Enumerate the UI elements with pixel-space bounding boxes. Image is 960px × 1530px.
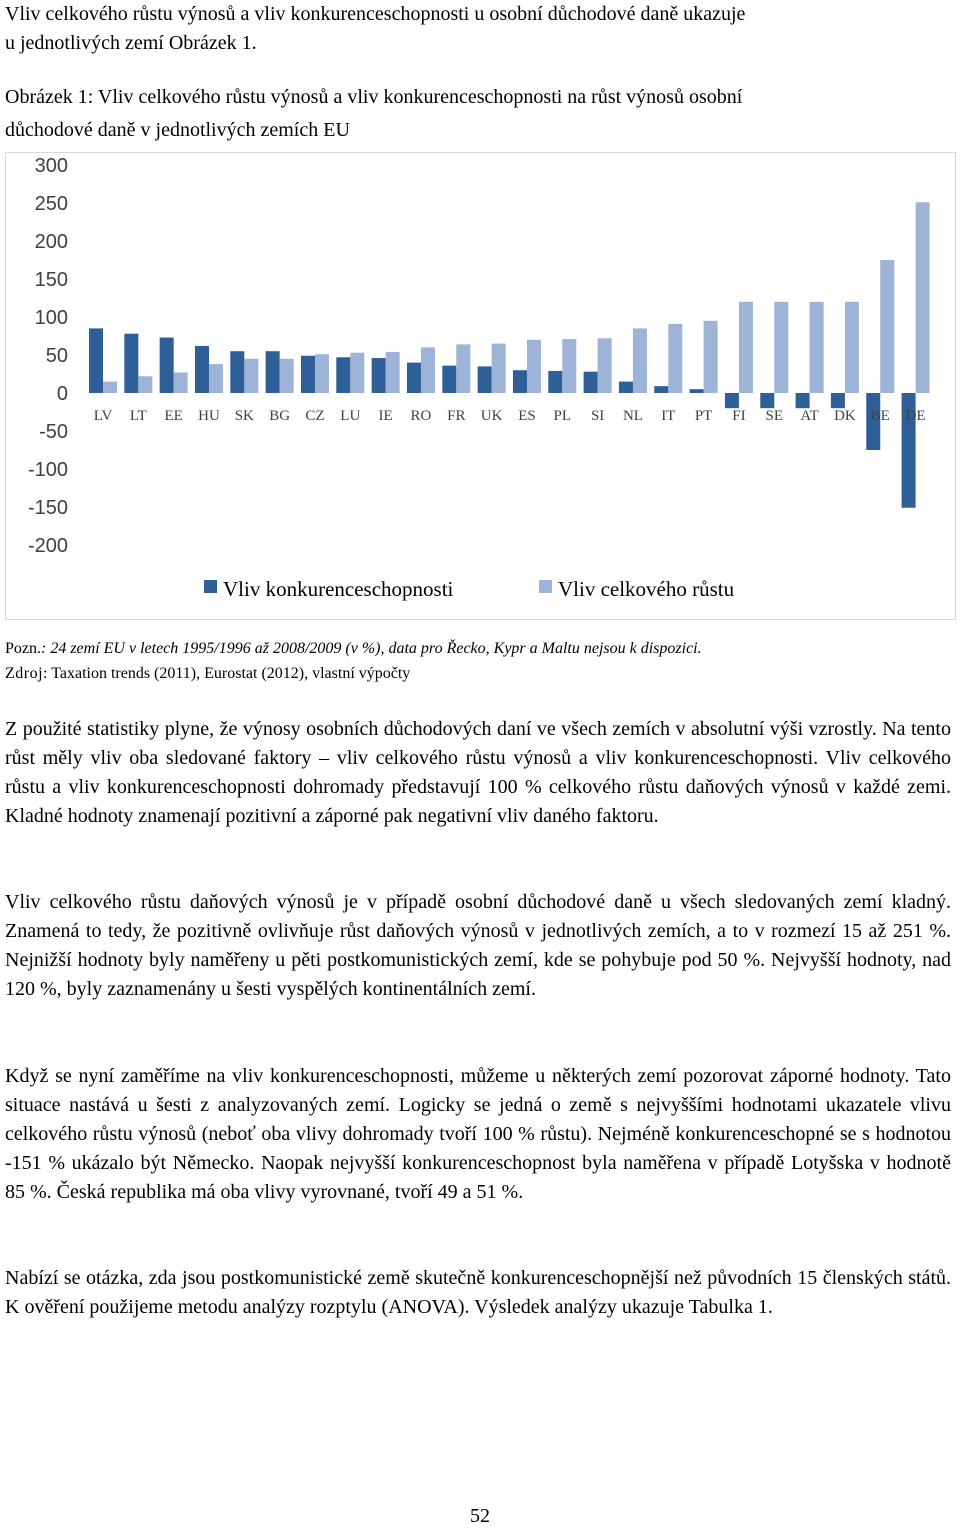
bar-competitiveness xyxy=(124,334,138,393)
x-tick-label: FI xyxy=(732,408,746,424)
bar-competitiveness xyxy=(831,393,845,408)
y-tick-label: -150 xyxy=(27,497,68,519)
bar-competitiveness xyxy=(301,356,315,393)
bar-overall-growth xyxy=(704,321,718,393)
bar-competitiveness xyxy=(478,366,492,393)
figure-title xyxy=(5,81,951,147)
bar-overall-growth xyxy=(845,302,859,393)
x-tick-label: ES xyxy=(518,408,536,424)
bar-overall-growth xyxy=(280,359,294,393)
legend-overall-growth-label: Vliv celkového růstu xyxy=(558,577,735,601)
figure-title-line-2: důchodové daně v jednotlivých zemích EU xyxy=(5,119,350,141)
x-tick-label: IE xyxy=(378,408,393,424)
x-tick-label: DK xyxy=(834,408,856,424)
y-tick-label: 150 xyxy=(34,269,68,291)
x-tick-label: EE xyxy=(164,408,183,424)
paragraph-1: Z použité statistiky plyne, že výnosy osobních důchodových daní ve všech zemích v absolutní výši vzrostly. Na tento růst měly vliv oba sledované faktory – vliv celkového růstu výnosů a vliv konkurenceschopnosti. Vliv celkového růstu a vliv konkurenceschopnosti dohromady představují 100 % celkového růstu daňových výnosů v každé zemi. Kladné hodnoty znamenají pozitivní a záporné pak negativní vliv daného faktoru. xyxy=(5,718,951,827)
bar-competitiveness xyxy=(513,370,527,393)
x-tick-label: CZ xyxy=(305,408,325,424)
x-tick-label: NL xyxy=(622,408,643,424)
bar-competitiveness xyxy=(690,389,704,393)
figure-source xyxy=(5,662,951,686)
bar-competitiveness xyxy=(230,351,244,393)
bar-overall-growth xyxy=(774,302,788,393)
bar-competitiveness xyxy=(442,366,456,393)
bar-chart xyxy=(6,153,955,619)
y-tick-label: 250 xyxy=(34,193,68,215)
paragraph-3: Když se nyní zaměříme na vliv konkurenceschopnosti, můžeme u některých zemí pozorovat záporné hodnoty. Tato situace nastává u šesti z analyzovaných zemí. Logicky se jedná o země s nejvyššími hodnotami ukazatele vlivu celkového růstu výnosů (neboť oba vlivy dohromady tvoří 100 % růstu). Nejméně konkurenceschopné se s hodnotou -151 % ukázalo být Německo. Naopak nejvyšší konkurenceschopnost byla naměřena v případě Lotyšska v hodnotě 85 %. Česká republika má oba vlivy vyrovnané, tvoří 49 a 51 %. xyxy=(5,1065,951,1203)
intro-line-2: u jednotlivých zemí Obrázek 1. xyxy=(5,32,257,54)
bar-overall-growth xyxy=(810,302,824,393)
bar-overall-growth xyxy=(562,339,576,393)
bar-competitiveness xyxy=(584,372,598,393)
bar-overall-growth xyxy=(386,352,400,393)
bar-competitiveness xyxy=(195,346,209,393)
bar-competitiveness xyxy=(760,393,774,408)
x-tick-label: HU xyxy=(198,408,220,424)
y-tick-label: -200 xyxy=(27,535,68,557)
x-tick-label: PL xyxy=(553,408,572,424)
x-tick-label: PT xyxy=(694,408,713,424)
bar-overall-growth xyxy=(315,354,329,393)
legend-competitiveness-label: Vliv konkurenceschopnosti xyxy=(223,577,454,601)
bar-competitiveness xyxy=(548,371,562,393)
x-tick-label: AT xyxy=(800,408,819,424)
bar-overall-growth xyxy=(209,364,223,393)
bar-competitiveness xyxy=(372,358,386,393)
source-prefix: Zdroj xyxy=(5,665,44,682)
bar-overall-growth xyxy=(174,372,188,393)
figure-title-line-1: Vliv celkového růstu výnosů a vliv konkurenceschopnosti na růst výnosů osobní xyxy=(93,86,743,108)
bar-overall-growth xyxy=(916,202,930,393)
figure-note xyxy=(5,637,951,661)
note-prefix: Pozn. xyxy=(5,640,41,657)
chart-frame xyxy=(5,152,956,620)
bar-overall-growth xyxy=(668,324,682,393)
intro-text xyxy=(5,0,951,58)
bar-competitiveness xyxy=(160,338,174,393)
y-tick-label: -100 xyxy=(27,459,68,481)
bar-competitiveness xyxy=(266,351,280,393)
bar-overall-growth xyxy=(880,260,894,393)
y-tick-label: 300 xyxy=(34,155,68,177)
y-tick-label: 100 xyxy=(34,307,68,329)
note-text: : 24 zemí EU v letech 1995/1996 až 2008/2009 (v %), data pro Řecko, Kypr a Maltu nejsou k dispozici. xyxy=(41,640,702,657)
bar-overall-growth xyxy=(244,359,258,393)
bar-competitiveness xyxy=(654,386,668,393)
x-tick-label: SI xyxy=(590,408,605,424)
bar-competitiveness xyxy=(725,393,739,408)
bar-overall-growth xyxy=(492,344,506,393)
bar-overall-growth xyxy=(350,353,364,393)
bar-overall-growth xyxy=(138,376,152,393)
x-tick-label: LT xyxy=(129,408,147,424)
x-tick-label: UK xyxy=(480,408,503,424)
legend-competitiveness-swatch xyxy=(204,580,217,593)
bar-competitiveness xyxy=(336,357,350,393)
x-tick-label: SK xyxy=(234,408,254,424)
source-text: : Taxation trends (2011), Eurostat (2012), vlastní výpočty xyxy=(43,665,411,682)
bar-competitiveness xyxy=(89,328,103,393)
x-tick-label: LU xyxy=(340,408,361,424)
page-number: 52 xyxy=(470,1505,490,1527)
bar-overall-growth xyxy=(739,302,753,393)
x-tick-label: BG xyxy=(269,408,291,424)
x-tick-label: IT xyxy=(661,408,676,424)
figure-label: Obrázek 1: xyxy=(5,86,94,108)
paragraph-4: Nabízí se otázka, zda jsou postkomunistické země skutečně konkurenceschopnější než původních 15 členských států. K ověření použijeme metodu analýzy rozptylu (ANOVA). Výsledek analýzy ukazuje Tabulka 1. xyxy=(5,1267,951,1318)
bar-overall-growth xyxy=(633,328,647,393)
y-tick-label: 0 xyxy=(56,383,68,405)
bar-competitiveness xyxy=(619,382,633,393)
x-tick-label: BE xyxy=(870,408,890,424)
legend-overall-growth-swatch xyxy=(539,580,552,593)
bar-competitiveness xyxy=(407,363,421,393)
bar-overall-growth xyxy=(456,344,470,393)
bar-overall-growth xyxy=(527,340,541,393)
bar-competitiveness xyxy=(796,393,810,408)
x-tick-label: RO xyxy=(410,408,432,424)
x-tick-label: DE xyxy=(905,408,926,424)
x-tick-label: LV xyxy=(93,408,113,424)
y-tick-label: 50 xyxy=(45,345,68,367)
y-tick-label: 200 xyxy=(34,231,68,253)
bar-overall-growth xyxy=(103,382,117,393)
intro-line-1: Vliv celkového růstu výnosů a vliv konkurenceschopnosti u osobní důchodové daně ukazuje xyxy=(5,3,746,25)
x-tick-label: SE xyxy=(765,408,784,424)
y-tick-label: -50 xyxy=(39,421,68,443)
bar-overall-growth xyxy=(421,347,435,393)
x-tick-label: FR xyxy=(447,408,466,424)
bar-overall-growth xyxy=(598,338,612,393)
paragraph-2: Vliv celkového růstu daňových výnosů je v případě osobní důchodové daně u všech sledovaných zemí kladný. Znamená to tedy, že pozitivně ovlivňuje růst daňových výnosů v jednotlivých zemích, a to v rozmezí 15 až 251 %. Nejnižší hodnoty byly naměřeny u pěti postkomunistických zemí, kde se pohybuje pod 50 %. Nejvyšší hodnoty, nad 120 %, byly zaznamenány u šesti vyspělých kontinentálních zemí. xyxy=(5,891,951,1000)
